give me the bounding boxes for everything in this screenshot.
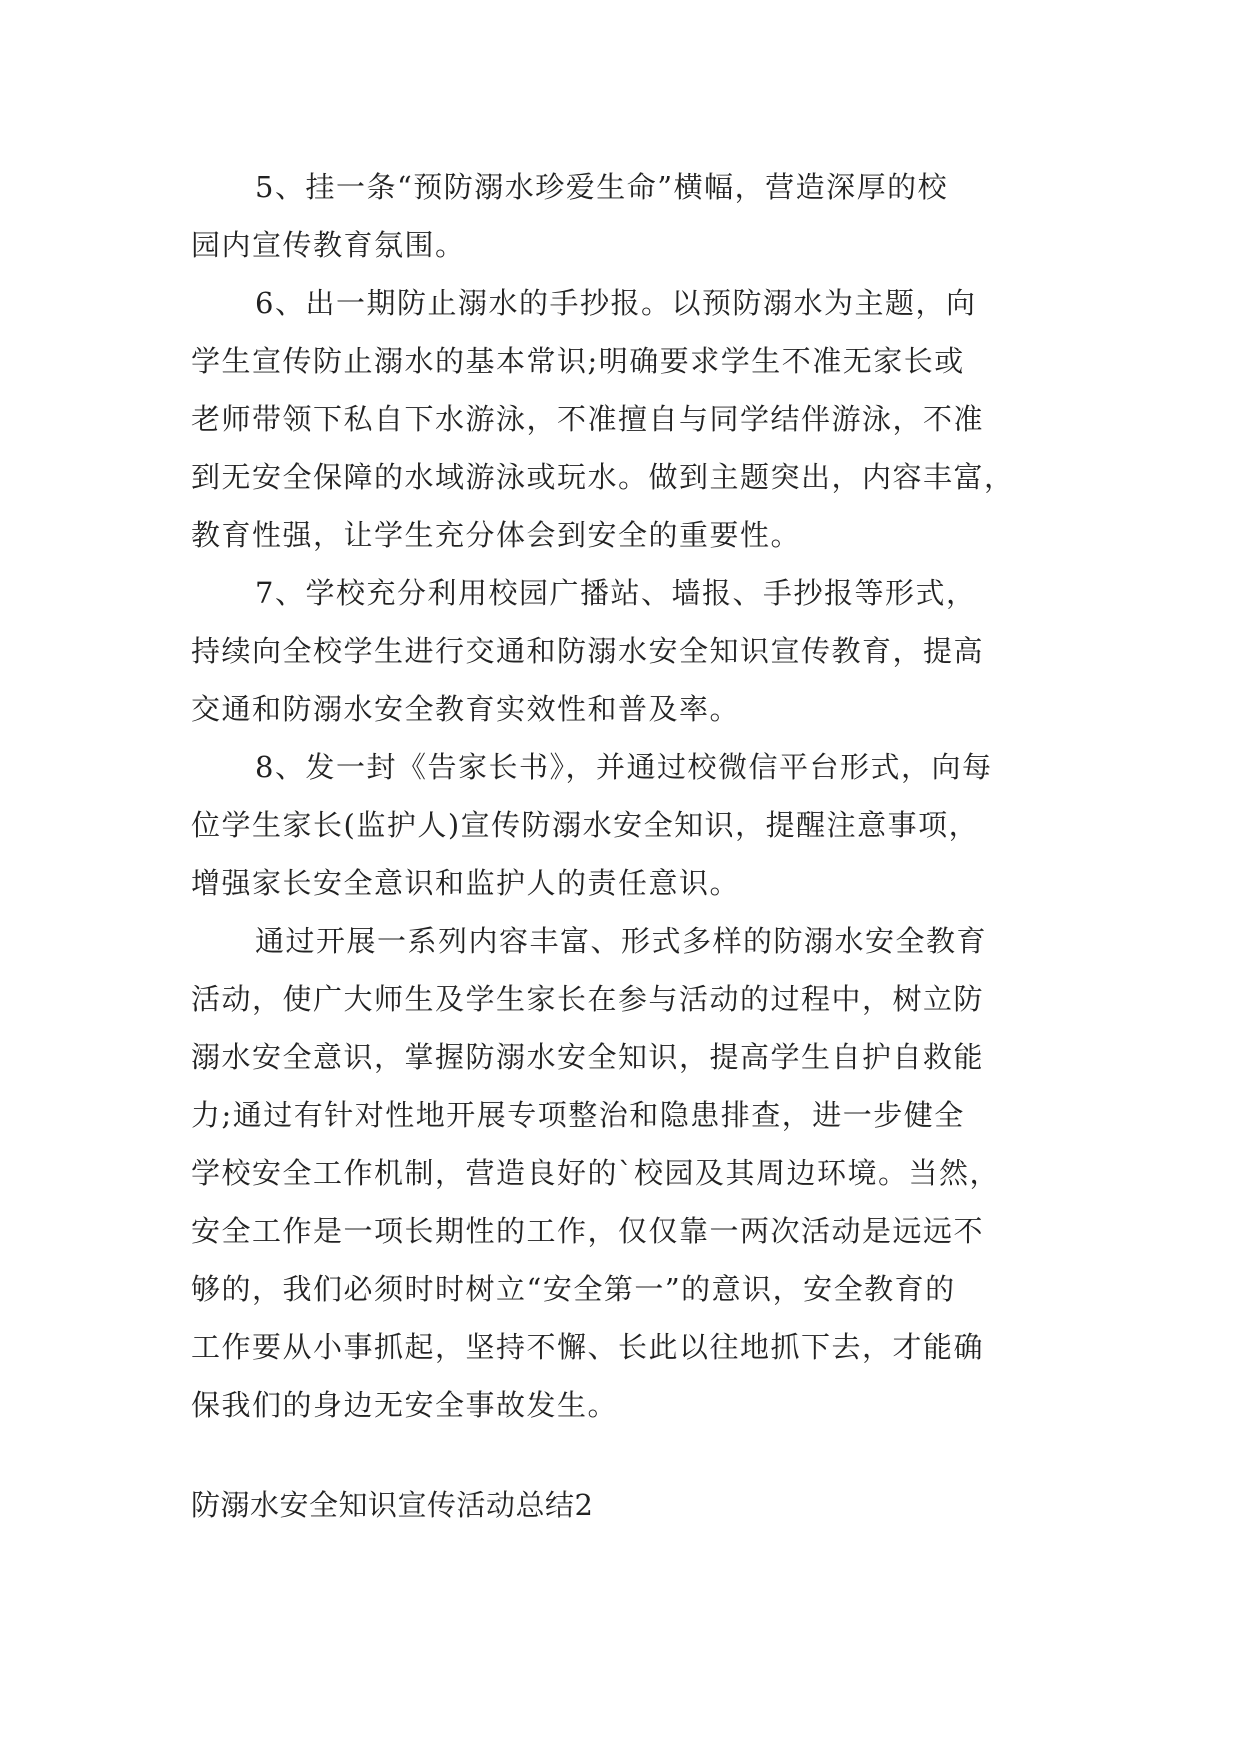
text-line: 学校安全工作机制，营造良好的`校园及其周边环境。当然， <box>191 1156 1001 1190</box>
text-line: 到无安全保障的水域游泳或玩水。做到主题突出，内容丰富， <box>191 460 1015 494</box>
section-title: 防溺水安全知识宣传活动总结2 <box>191 1488 594 1522</box>
paragraph-8 <box>191 738 1051 912</box>
text-line: 7、学校充分利用校园广播站、墙报、手抄报等形式， <box>255 576 977 610</box>
text-line: 安全工作是一项长期性的工作，仅仅靠一两次活动是远远不 <box>191 1214 985 1248</box>
paragraph-6 <box>191 274 1051 564</box>
text-line: 溺水安全意识，掌握防溺水安全知识，提高学生自护自救能 <box>191 1040 985 1074</box>
text-line: 持续向全校学生进行交通和防溺水安全知识宣传教育，提高 <box>191 634 985 668</box>
text-line: 园内宣传教育氛围。 <box>191 228 466 262</box>
paragraph-7 <box>191 564 1051 738</box>
paragraph-5 <box>191 158 1051 274</box>
text-line: 活动，使广大师生及学生家长在参与活动的过程中，树立防 <box>191 982 985 1016</box>
text-line: 交通和防溺水安全教育实效性和普及率。 <box>191 692 741 726</box>
text-line: 学生宣传防止溺水的基本常识;明确要求学生不准无家长或 <box>191 344 965 378</box>
text-line: 增强家长安全意识和监护人的责任意识。 <box>191 866 741 900</box>
paragraph-summary <box>191 912 1051 1434</box>
text-line: 够的，我们必须时时树立“安全第一”的意识，安全教育的 <box>191 1272 956 1306</box>
text-line: 工作要从小事抓起，坚持不懈、长此以往地抓下去，才能确 <box>191 1330 985 1364</box>
text-line: 力;通过有针对性地开展专项整治和隐患排查，进一步健全 <box>191 1098 965 1132</box>
document-body <box>191 158 1051 1434</box>
text-line: 6、出一期防止溺水的手抄报。以预防溺水为主题，向 <box>255 286 977 320</box>
text-line: 保我们的身边无安全事故发生。 <box>191 1388 619 1422</box>
text-line: 老师带领下私自下水游泳，不准擅自与同学结伴游泳，不准 <box>191 402 985 436</box>
text-line: 5、挂一条“预防溺水珍爱生命”横幅，营造深厚的校 <box>255 170 949 204</box>
text-line: 教育性强，让学生充分体会到安全的重要性。 <box>191 518 802 552</box>
text-line: 8、发一封《告家长书》，并通过校微信平台形式，向每 <box>255 750 993 784</box>
text-line: 通过开展一系列内容丰富、形式多样的防溺水安全教育 <box>255 924 988 958</box>
text-line: 位学生家长(监护人)宣传防溺水安全知识，提醒注意事项， <box>191 808 980 842</box>
